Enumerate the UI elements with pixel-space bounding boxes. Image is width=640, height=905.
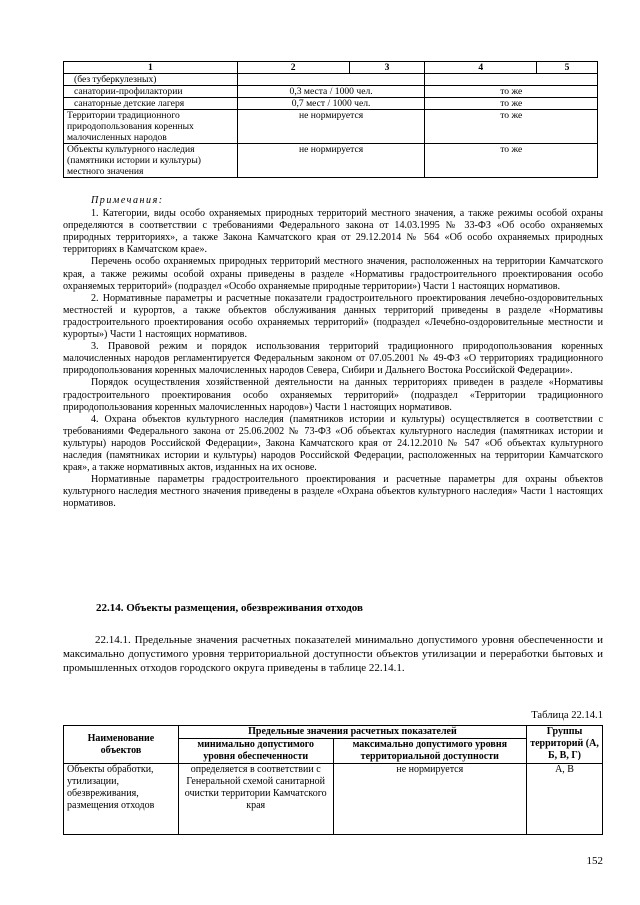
header-min-provision: минимально допустимого уровня обеспеченности	[178, 739, 333, 764]
table-caption: Таблица 22.14.1	[531, 710, 603, 721]
object-name-cell: санатории-профилактории	[64, 86, 238, 98]
note-paragraph: Нормативные параметры градостроительного проектирования и расчетные параметры для охраны объектов культурного наследия местного значения приведены в разделе «Охрана объектов культурного наследия» Части 1 настоящих нормативов.	[63, 474, 603, 510]
accessibility-cell: то же	[425, 86, 598, 98]
table-row	[64, 110, 598, 144]
header-territory-groups: Группы территорий (А, Б, В, Г)	[527, 726, 603, 764]
table-row	[64, 764, 603, 835]
section-paragraph-block	[63, 633, 603, 675]
min-provision-cell: определяется в соответствии с Генеральной схемой санитарной очистки территории Камчатского края	[178, 764, 333, 835]
waste-objects-table	[63, 725, 603, 835]
column-number-1: 1	[64, 62, 238, 74]
accessibility-cell: то же	[425, 110, 598, 144]
table-row	[64, 74, 598, 86]
section-heading: 22.14. Объекты размещения, обезвреживания отходов	[96, 602, 363, 614]
object-name-cell: Объекты обработки, утилизации, обезвреживания, размещения отходов	[64, 764, 179, 835]
provision-cell: 0,7 мест / 1000 чел.	[237, 98, 425, 110]
section-paragraph: 22.14.1. Предельные значения расчетных показателей минимально допустимого уровня обеспеченности и максимально допустимого уровня территориальной доступности объектов утилизации и переработки бытовых и промышленных отходов городского округа приведены в таблице 22.14.1.	[63, 634, 603, 674]
header-limit-values: Предельные значения расчетных показателей	[178, 726, 526, 739]
standards-table-continuation	[63, 61, 598, 178]
table-header-row	[64, 726, 603, 739]
page-number: 152	[586, 855, 603, 867]
object-name-cell: Объекты культурного наследия (памятники истории и культуры) местного значения	[64, 144, 238, 178]
table-header-row	[64, 62, 598, 74]
note-paragraph: Перечень особо охраняемых природных территорий местного значения, расположенных на территории Камчатского края, а также режимы особой охраны приведены в разделе «Нормативы градостроительного проектирования особо охраняемых территорий» (подраздел «Особо охраняемые природные территории») Части 1 настоящих нормативов.	[63, 256, 603, 292]
provision-cell: не нормируется	[237, 110, 425, 144]
max-accessibility-cell: не нормируется	[333, 764, 527, 835]
table-row	[64, 144, 598, 178]
table-row	[64, 98, 598, 110]
column-number-5: 5	[537, 62, 598, 74]
notes-block	[63, 195, 603, 510]
column-number-3: 3	[349, 62, 425, 74]
column-number-2: 2	[237, 62, 349, 74]
note-paragraph: 2. Нормативные параметры и расчетные показатели градостроительного проектирования лечебно-оздоровительных местностей и курортов, а также объектов обслуживания данных территорий приведены в разделе «Нормативы градостроительного проектирования особо охраняемых территорий» (подраздел «Лечебно-оздоровительные местности и курорты») Части 1 настоящих нормативов.	[63, 292, 603, 341]
provision-cell	[237, 74, 425, 86]
object-name-cell: Территории традиционного природопользования коренных малочисленных народов	[64, 110, 238, 144]
note-paragraph: 4. Охрана объектов культурного наследия (памятников истории и культуры) осуществляется в соответствии с требованиями Федерального закона от 25.06.2002 № 73-ФЗ «Об объектах культурного наследия (памятниках истории и культуры) народов Российской Федерации», Закона Камчатского края от 24.12.2010 № 547 «Об объектах культурного наследия (памятниках истории и культуры) народов Российской Федерации, расположенных на территории Камчатского края», а также нормативных актов, изданных на их основе.	[63, 413, 603, 474]
accessibility-cell	[425, 74, 598, 86]
note-paragraph: 3. Правовой режим и порядок использования территорий традиционного природопользования коренных малочисленных народов регламентируется Федеральным законом от 07.05.2001 № 49-ФЗ «О территориях традиционного природопользования коренных малочисленных народов Севера, Сибири и Дальнего Востока Российской Федерации».	[63, 341, 603, 377]
object-name-cell: (без туберкулезных)	[64, 74, 238, 86]
notes-title: Примечания:	[91, 195, 164, 206]
accessibility-cell: то же	[425, 98, 598, 110]
header-object-name: Наименование объектов	[64, 726, 179, 764]
header-max-accessibility: максимально допустимого уровня территориальной доступности	[333, 739, 527, 764]
accessibility-cell: то же	[425, 144, 598, 178]
provision-cell: не нормируется	[237, 144, 425, 178]
note-paragraph: Порядок осуществления хозяйственной деятельности на данных территориях приведен в разделе «Нормативы градостроительного проектирования особо охраняемых территорий» (подраздел «Территории традиционного природопользования коренных малочисленных народов») Части 1 настоящих нормативов.	[63, 377, 603, 413]
territory-groups-cell: А, В	[527, 764, 603, 835]
column-number-4: 4	[425, 62, 537, 74]
object-name-cell: санаторные детские лагеря	[64, 98, 238, 110]
table-row	[64, 86, 598, 98]
note-paragraph: 1. Категории, виды особо охраняемых природных территорий местного значения, а также режимы особой охраны определяются в соответствии с требованиями Федерального закона от 14.03.1995 № 33-ФЗ «Об особо охраняемых природных территориях», а также Закона Камчатского края от 29.12.2014 № 564 «Об особо охраняемых природных территориях в Камчатском крае».	[63, 208, 603, 256]
provision-cell: 0,3 места / 1000 чел.	[237, 86, 425, 98]
